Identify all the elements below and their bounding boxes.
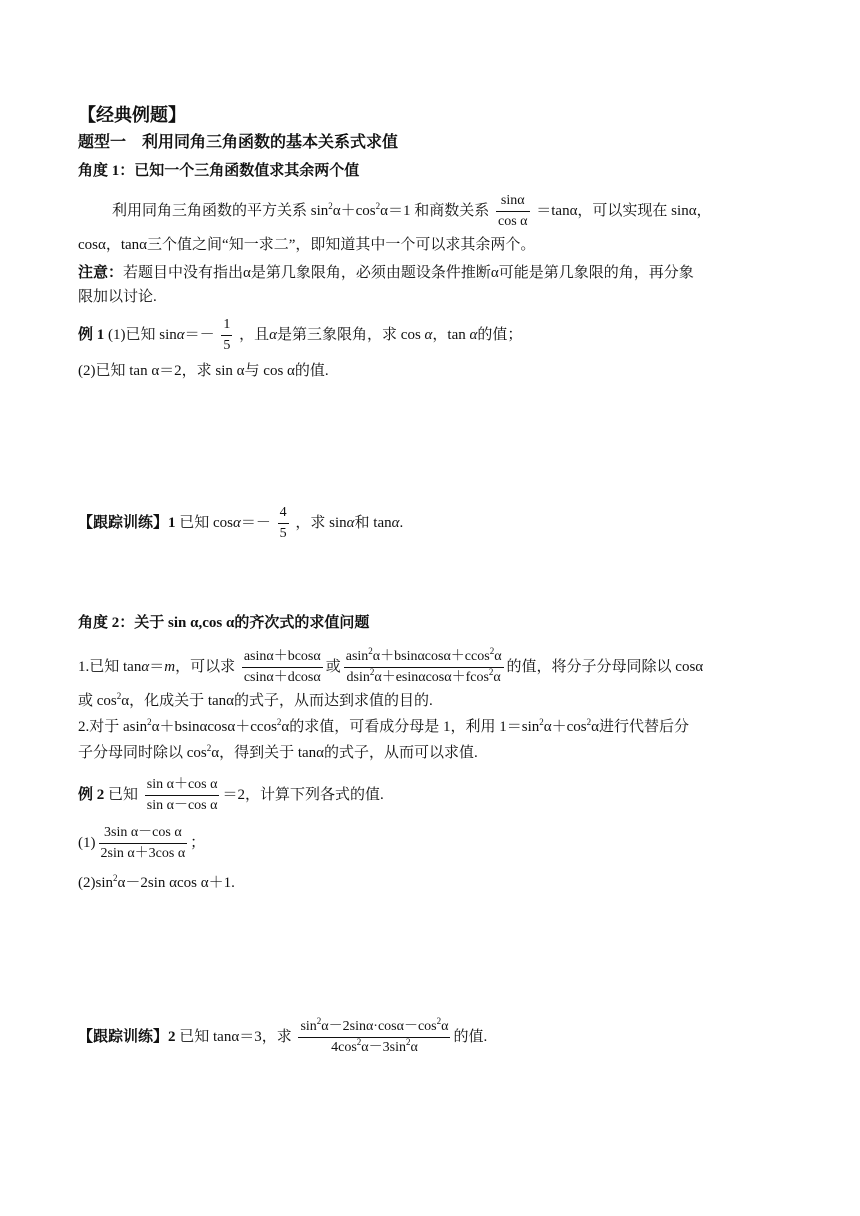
example1-part1: 例 1 (1)已知 sinα＝－ $\frac{1}{5}$ ，且α是第三象限角，求 cos α，tan α的值；	[78, 317, 523, 353]
exercise2-fraction: $\frac{\sin^2\alpha-2\sin\alpha\cdot\cos\alpha-\cos^2\alpha}{4\cos^2\alpha-3\sin^2\alpha}$	[300, 1016, 449, 1055]
example2-statement: 例 2 已知 $\frac{\text{sin α＋cos α}}{\text{sin α－cos α}}$ ＝2，计算下列各式的值.	[78, 777, 384, 813]
given-ratio-fraction: $\frac{\text{sin α＋cos α}}{\text{sin α－cos α}}$	[146, 777, 218, 813]
intro-paragraph-line1: 利用同角三角函数的平方关系 $\sin^2\alpha+\cos^2\alpha=1$ 和商数关系 $\frac{\sin\alpha}{\text{cos α}}$ ＝tanα，可以实现在 sinα，	[112, 193, 712, 229]
fraction-one-fifth: $\frac{1}{5}$	[223, 317, 231, 353]
quotient-fraction: $\frac{\sin\alpha}{\text{cos α}}$	[498, 193, 528, 229]
point2-line1: 2.对于 asin$^2$α＋bsinαcosα＋ccos$^2$α的求值，可看成分母是 1，利用 $1=\sin^2\alpha+\cos^2\alpha$进行代替后分	[78, 717, 690, 735]
example2-question2: $(2)\sin^2\alpha-2\sin$ αcos α＋1.	[78, 873, 235, 891]
intro-paragraph-line2: cosα，tanα三个值之间“知一求二”，即知道其中一个可以求其余两个。	[78, 237, 536, 253]
angle2-title: 角度 2：关于 sin α,cos α的齐次式的求值问题	[78, 615, 370, 631]
example1-part2: (2)已知 tan α＝2，求 sin α与 cos α的值.	[78, 363, 329, 379]
note-line1: 注意：若题目中没有指出α是第几象限角，必须由题设条件推断α可能是第几象限的角，再分象	[78, 265, 694, 281]
question-type-title: 题型一 利用同角三角函数的基本关系式求值	[78, 134, 399, 151]
fraction-four-fifths: $\frac{4}{5}$	[279, 505, 287, 541]
point1-line2: 或 $\cos^2\alpha$，化成关于 tanα的式子，从而达到求值的目的.	[78, 691, 433, 709]
follow-up-exercise-2: 【跟踪训练】2 已知 tanα＝3，求 $\frac{\sin^2\alpha-2\sin\alpha\cdot\cos\alpha-\cos^2\alpha}{4\cos^2\alpha-3\sin^2\alpha}$ 的值.	[78, 1016, 488, 1055]
point1-line1: 1.已知 tanα＝m，可以求 $\frac{asin\alpha+bcos\alpha}{csin\alpha+dcos\alpha}$ 或 $\frac{asin^2\alpha+bsin\alpha\cos\alpha+ccos^2\alpha}{dsin^2\alpha+esin\alpha\cos\alpha+fcos^2\alpha}$ 的值，将分子分母同除以 cosα	[78, 646, 704, 685]
quadratic-ratio-fraction: $\frac{asin^2\alpha+bsin\alpha\cos\alpha+ccos^2\alpha}{dsin^2\alpha+esin\alpha\cos\alpha+fcos^2\alpha}$	[345, 646, 502, 685]
follow-up-exercise-1: 【跟踪训练】1 已知 cosα＝－ $\frac{4}{5}$ ，求 sinα和 tanα.	[78, 505, 404, 541]
linear-ratio-fraction: $\frac{asin\alpha+bcos\alpha}{csin\alpha+dcos\alpha}$	[243, 649, 321, 685]
section-heading: 【经典例题】	[78, 105, 186, 125]
question1-fraction: $\frac{\text{3sin α－cos α}}{\text{2sin α＋3cos α}}$	[100, 825, 186, 861]
note-line2: 限加以讨论.	[78, 289, 157, 305]
angle1-title: 角度 1：已知一个三角函数值求其余两个值	[78, 163, 360, 179]
example2-question1: (1) $\frac{\text{3sin α－cos α}}{\text{2sin α＋3cos α}}$ ；	[78, 825, 206, 861]
point2-line2: 子分母同时除以 $\cos^2\alpha$，得到关于 tanα的式子，从而可以求值.	[78, 743, 478, 761]
